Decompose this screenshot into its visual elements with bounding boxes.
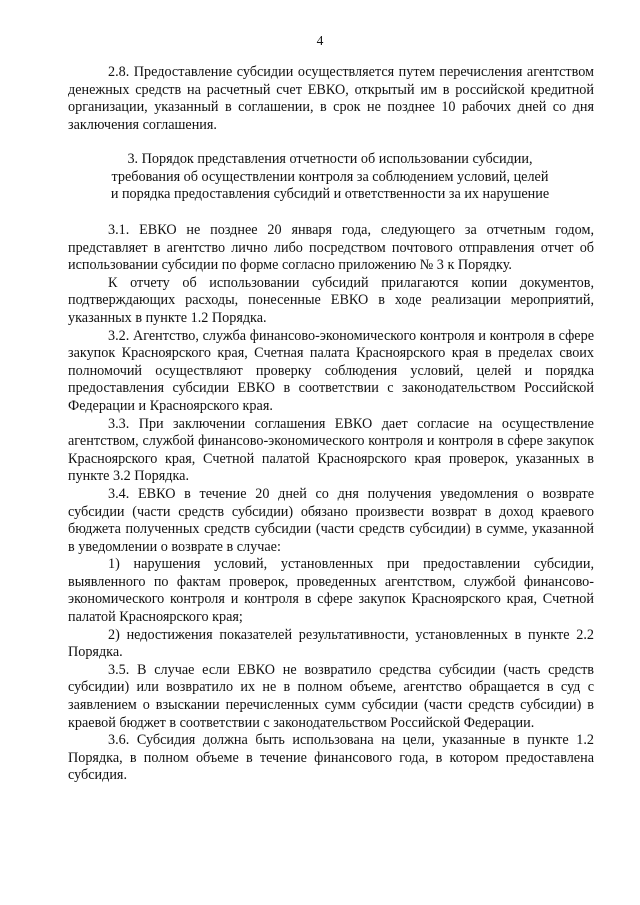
section-3-heading	[60, 151, 600, 204]
section-3-body	[68, 222, 594, 785]
heading-line-2: требования об осуществлении контроля за соблюдением условий, целей	[111, 168, 549, 185]
section-2-8	[68, 64, 594, 134]
paragraph-3-6: 3.6. Субсидия должна быть использована на цели, указанные в пункте 1.2 Порядка, в полном объеме в течение финансового года, в котором предоставлена субсидия.	[68, 732, 594, 784]
paragraph-3-5: 3.5. В случае если ЕВКО не возвратило средства субсидии (часть средств субсидии) или возвратило их не в полном объеме, агентство обращается в суд с заявлением о взыскании перечисленных сумм субсидии (части средств субсидии) в краевой бюджет в соответствии с законодательством Российской Федерации.	[68, 661, 594, 731]
paragraph-3-4: 3.4. ЕВКО в течение 20 дней со дня получения уведомления о возврате субсидии (части средств субсидии) обязано произвести возврат в доход краевого бюджета полученных средств субсидии (части средств субсидии) в сумме, указанной в уведомлении о возврате в случае:	[68, 485, 594, 555]
paragraph-3-3: 3.3. При заключении соглашения ЕВКО дает согласие на осуществление агентством, службой финансово-экономического контроля и контроля в сфере закупок Красноярского края, Счетной палатой Красноярского края проверок, указанных в пункте 3.2 Порядка.	[68, 415, 594, 485]
paragraph-2-8: 2.8. Предоставление субсидии осуществляется путем перечисления агентством денежных средств на расчетный счет ЕВКО, открытый им в российской кредитной организации, указанный в соглашении, в срок не позднее 10 рабочих дней со дня заключения соглашения.	[68, 64, 594, 133]
heading-line-1: 3. Порядок представления отчетности об использовании субсидии,	[127, 151, 533, 167]
paragraph-3-4-case-1: 1) нарушения условий, установленных при предоставлении субсидии, выявленного по фактам проверок, проведенных агентством, службой финансово-экономического контроля и контроля в сфере закупок Красноярского края, Счетной палатой Красноярского края;	[68, 556, 594, 626]
paragraph-3-1-attachments: К отчету об использовании субсидий прилагаются копии документов, подтверждающих расходы, понесенные ЕВКО в ходе реализации мероприятий, указанных в пункте 1.2 Порядка.	[68, 274, 594, 326]
heading-line-3: и порядка предоставления субсидий и ответственности за их нарушение	[110, 186, 550, 203]
paragraph-3-4-case-2: 2) недостижения показателей результативности, установленных в пункте 2.2 Порядка.	[68, 626, 594, 661]
paragraph-3-1: 3.1. ЕВКО не позднее 20 января года, следующего за отчетным годом, представляет в агентство лично либо посредством почтового отправления отчет об использовании субсидии по форме согласно приложению № 3 к Порядку.	[68, 222, 594, 274]
paragraph-3-2: 3.2. Агентство, служба финансово-экономического контроля и контроля в сфере закупок Красноярского края, Счетная палата Красноярского края в пределах своих полномочий осуществляют проверку соблюдения условий, целей и порядка предоставления субсидии ЕВКО в соответствии с законодательством Российской Федерации и Красноярского края.	[68, 327, 594, 414]
page-number: 4	[316, 33, 324, 48]
